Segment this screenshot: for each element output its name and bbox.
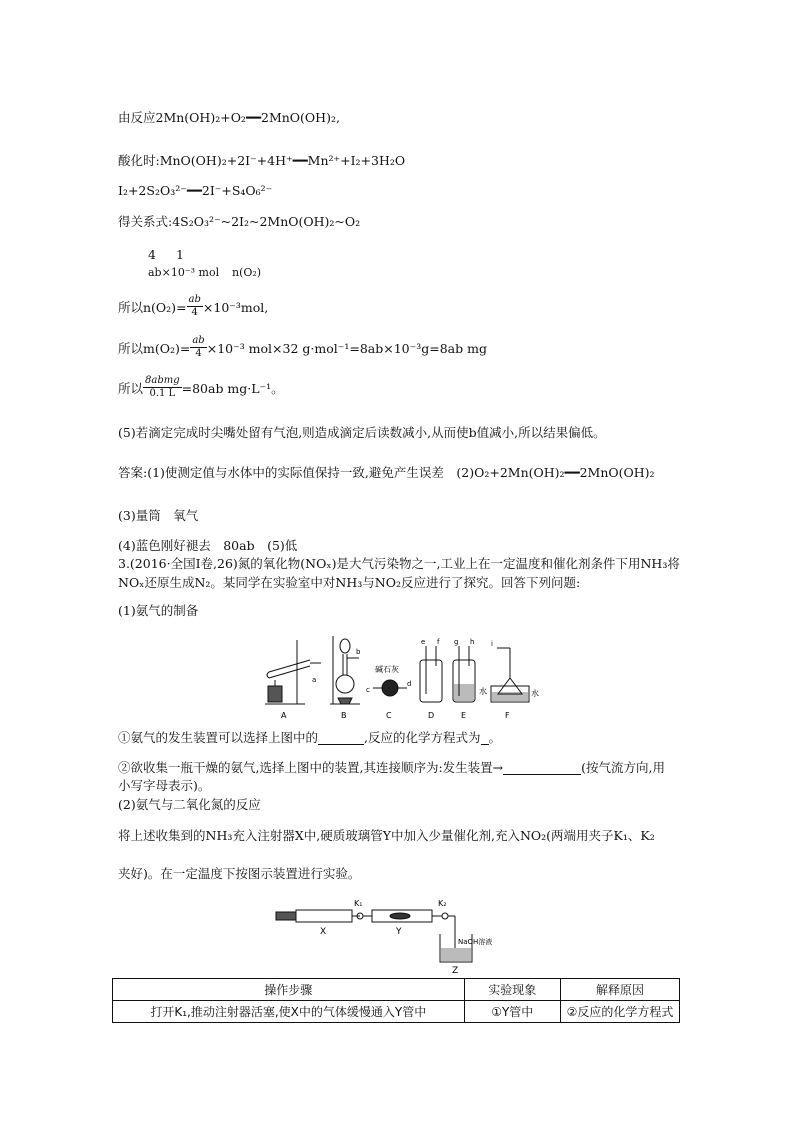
question-3-intro: 3.(2016·全国Ⅰ卷,26)氮的氧化物(NOₓ)是大气污染物之一,工业上在一定温度和催化剂条件下用NH₃将: [118, 556, 680, 571]
question-1-2: ②欲收集一瓶干燥的氨气,选择上图中的装置,其连接顺序为:发生装置→ (按气流方向,用: [118, 760, 665, 775]
label-A: A: [281, 711, 287, 720]
answer-line-2: (3)量筒 氧气: [118, 508, 199, 523]
label-F: F: [505, 711, 510, 720]
question-3-intro-2: NOₓ还原生成N₂。某同学在实验室中对NH₃与NO₂反应进行了探究。回答下列问题:: [118, 575, 581, 590]
letter-d: d: [407, 680, 412, 688]
letter-e: e: [421, 638, 426, 646]
letter-c: c: [366, 686, 370, 694]
label-C: C: [386, 711, 392, 720]
ammonia-apparatus-figure: [255, 632, 555, 720]
label-Z: Z: [452, 966, 459, 976]
result-n-o2: 所以n(O₂)= $\frac{ab}{4}$ ×10⁻³mol,: [118, 294, 269, 318]
derivation-line-1: 由反应2Mn(OH)₂+O₂━━2MnO(OH)₂,: [118, 110, 340, 125]
letter-g: g: [454, 638, 459, 646]
subquestion-2-title: (2)氨气与二氧化氮的反应: [118, 797, 261, 812]
answer-blank-order[interactable]: [503, 774, 581, 775]
amount-thiosulfate: ab×10⁻³ mol: [148, 266, 220, 279]
subquestion-2-desc: 将上述收集到的NH₃充入注射器X中,硬质玻璃管Y中加入少量催化剂,充入NO₂(两端用夹子K₁、K₂: [118, 828, 655, 843]
operations-table: [112, 978, 680, 1023]
letter-a: a: [312, 676, 317, 684]
answer-blank-equation[interactable]: [481, 744, 489, 745]
answer-blank-device[interactable]: [318, 744, 364, 745]
explanation-5: (5)若滴定完成时尖嘴处留有气泡,则造成滴定后读数减小,从而使b值减小,所以结果偏低。: [118, 425, 606, 440]
derivation-line-3: I₂+2S₂O₃²⁻━━2I⁻+S₄O₆²⁻: [118, 183, 273, 198]
header-steps: 操作步骤: [113, 979, 465, 1001]
label-K1: K₁: [354, 899, 363, 908]
letter-i: i: [491, 640, 493, 648]
water-label-2: 水: [531, 689, 539, 698]
header-phenomena: 实验现象: [464, 979, 560, 1001]
derivation-line-4: 得关系式:4S₂O₃²⁻~2I₂~2MnO(OH)₂~O₂: [118, 214, 361, 229]
table-header-row: [113, 979, 680, 1001]
answer-line-1: 答案:(1)使测定值与水体中的实际值保持一致,避免产生误差 (2)O₂+2Mn(OH)₂━━2MnO(OH)₂: [118, 465, 655, 480]
soda-lime-label: 碱石灰: [375, 665, 399, 674]
letter-b: b: [356, 648, 361, 656]
derivation-line-2: 酸化时:MnO(OH)₂+2I⁻+4H⁺━━Mn²⁺+I₂+3H₂O: [118, 153, 406, 168]
answer-line-3: (4)蓝色刚好褪去 80ab (5)低: [118, 538, 298, 553]
result-m-o2: 所以m(O₂)= $\frac{ab}{4}$ ×10⁻³ mol×32 g·mol⁻¹=8ab×10⁻³g=8ab mg: [118, 335, 487, 359]
water-label-1: 水: [479, 687, 487, 696]
ratio-4: 4: [148, 247, 156, 262]
label-Y: Y: [396, 927, 402, 937]
cell-phenomenon-1[interactable]: ①Y管中: [464, 1001, 560, 1023]
table-row: [113, 1001, 680, 1023]
reaction-apparatus-figure: [272, 896, 502, 976]
result-concentration: 所以 $\frac{\text{8abmg}}{0.1 L}$ =80ab mg·L⁻¹。: [118, 375, 284, 399]
naoh-label: NaOH溶液: [458, 938, 493, 946]
question-1-1: ①氨气的发生装置可以选择上图中的 ,反应的化学方程式为 。: [118, 730, 502, 745]
label-E: E: [461, 711, 467, 720]
ratio-1: 1: [176, 247, 184, 262]
label-D: D: [428, 711, 435, 720]
cell-step-1: 打开K₁,推动注射器活塞,使X中的气体缓慢通入Y管中: [113, 1001, 465, 1023]
label-B: B: [341, 711, 347, 720]
letter-h: h: [470, 638, 475, 646]
letter-f: f: [437, 638, 440, 646]
question-1-2-cont: 小写字母表示)。: [118, 778, 211, 793]
amount-oxygen: n(O₂): [232, 266, 262, 279]
label-K2: K₂: [438, 899, 447, 908]
label-X: X: [320, 927, 327, 937]
subquestion-1-title: (1)氨气的制备: [118, 603, 199, 618]
subquestion-2-desc-2: 夹好)。在一定温度下按图示装置进行实验。: [118, 866, 361, 881]
cell-reason-1[interactable]: ②反应的化学方程式: [560, 1001, 679, 1023]
header-reason: 解释原因: [560, 979, 679, 1001]
